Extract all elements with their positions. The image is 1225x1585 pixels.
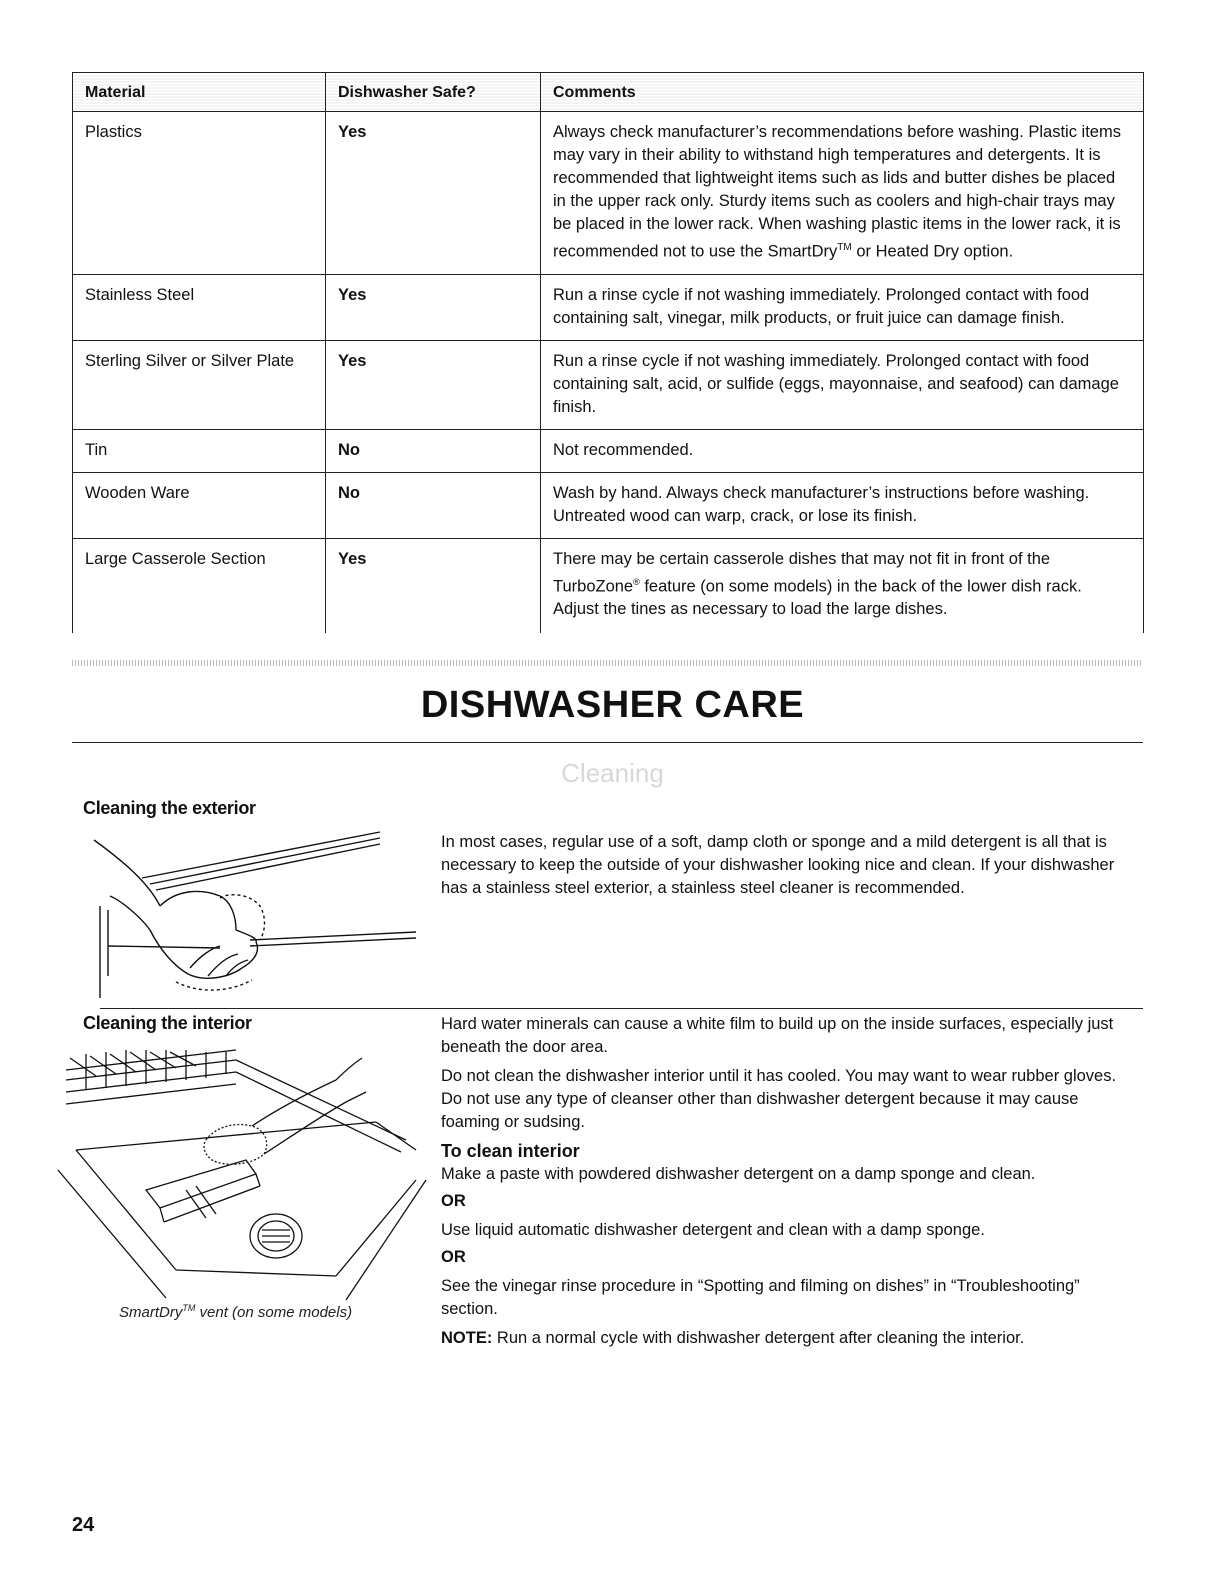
material-cell: Sterling Silver or Silver Plate (73, 340, 326, 429)
material-table (72, 72, 1144, 633)
table-row (73, 340, 1144, 429)
page-title: DISHWASHER CARE (420, 684, 805, 726)
comment-cell: Not recommended. (541, 429, 1144, 472)
trademark-mark: TM (182, 1303, 196, 1313)
table-row (73, 112, 1144, 275)
illustration-caption: SmartDry™ vent (on some models) (119, 1303, 353, 1321)
step-text: Use liquid automatic dishwasher detergent and clean with a damp sponge. (441, 1221, 985, 1239)
interior-paragraph: Do not clean the dishwasher interior until it has cooled. You may want to wear rubber gloves. Do not use any type of cleanser other than dishwasher detergent because it may cause foaming or sudsing. (441, 1067, 1117, 1131)
interior-paragraph: Hard water minerals can cause a white film to build up on the inside surfaces, especially just beneath the door area. (441, 1015, 1114, 1056)
page-number: 24 (72, 1514, 95, 1536)
title-rule (72, 742, 1143, 743)
exterior-bottom-rule (100, 1008, 1143, 1009)
table-row (73, 274, 1144, 340)
material-cell: Plastics (73, 112, 326, 275)
material-cell: Wooden Ware (73, 472, 326, 538)
step-text: Make a paste with powdered dishwasher detergent on a damp sponge and clean. (441, 1165, 1036, 1183)
material-cell: Tin (73, 429, 326, 472)
table-row (73, 472, 1144, 538)
header-comments: Comments (541, 73, 1144, 112)
or-label: OR (441, 1248, 466, 1266)
clean-interior-subheading: To clean interior (441, 1141, 580, 1161)
exterior-cleaning-illustration (80, 826, 420, 1004)
interior-heading: Cleaning the interior (83, 1013, 252, 1033)
exterior-heading: Cleaning the exterior (83, 798, 256, 818)
registered-mark: ® (633, 576, 640, 587)
header-dishwasher-safe: Dishwasher Safe? (326, 73, 541, 112)
safe-cell: Yes (326, 340, 541, 429)
note-label: NOTE: (441, 1329, 493, 1347)
section-subtitle: Cleaning (561, 758, 664, 788)
trademark-mark: TM (837, 242, 852, 253)
table-header-row (73, 73, 1144, 112)
safe-cell: Yes (326, 274, 541, 340)
interior-cleaning-illustration (56, 1040, 436, 1302)
interior-text-block (441, 1013, 1141, 1356)
comment-cell: There may be certain casserole dishes that may not fit in front of the TurboZone® feature (on some models) in the back of the lower dish rack. Adjust the tines as necessary to load the large dishes. (541, 538, 1144, 633)
material-cell: Stainless Steel (73, 274, 326, 340)
note-paragraph (441, 1327, 1141, 1350)
table-row (73, 538, 1144, 633)
comment-cell: Run a rinse cycle if not washing immediately. Prolonged contact with food containing salt, vinegar, milk products, or fruit juice can damage finish. (541, 274, 1144, 340)
table-row (73, 429, 1144, 472)
safe-cell: Yes (326, 538, 541, 633)
exterior-text: In most cases, regular use of a soft, damp cloth or sponge and a mild detergent is all that is necessary to keep the outside of your dishwasher looking nice and clean. If your dishwasher has a stainless steel exterior, a stainless steel cleaner is recommended. (441, 833, 1115, 897)
safe-cell: No (326, 429, 541, 472)
header-material: Material (73, 73, 326, 112)
note-text: Run a normal cycle with dishwasher detergent after cleaning the interior. (492, 1329, 1025, 1347)
comment-cell: Wash by hand. Always check manufacturer’s instructions before washing. Untreated wood can warp, crack, or lose its finish. (541, 472, 1144, 538)
comment-cell: Always check manufacturer’s recommendations before washing. Plastic items may vary in their ability to withstand high temperatures and detergents. It is recommended that lightweight items such as lids and butter dishes be placed in the upper rack only. Sturdy items such as coolers and high-chair trays may be placed in the lower rack. When washing plastic items in the lower rack, it is recommended not to use the SmartDry™ or Heated Dry option. (541, 112, 1144, 275)
comment-cell: Run a rinse cycle if not washing immediately. Prolonged contact with food containing salt, acid, or sulfide (eggs, mayonnaise, and seafood) can damage finish. (541, 340, 1144, 429)
step-text: See the vinegar rinse procedure in “Spotting and filming on dishes” in “Troubleshooting” section. (441, 1277, 1080, 1318)
material-cell: Large Casserole Section (73, 538, 326, 633)
safe-cell: Yes (326, 112, 541, 275)
safe-cell: No (326, 472, 541, 538)
section-divider-band (72, 660, 1143, 666)
or-label: OR (441, 1192, 466, 1210)
